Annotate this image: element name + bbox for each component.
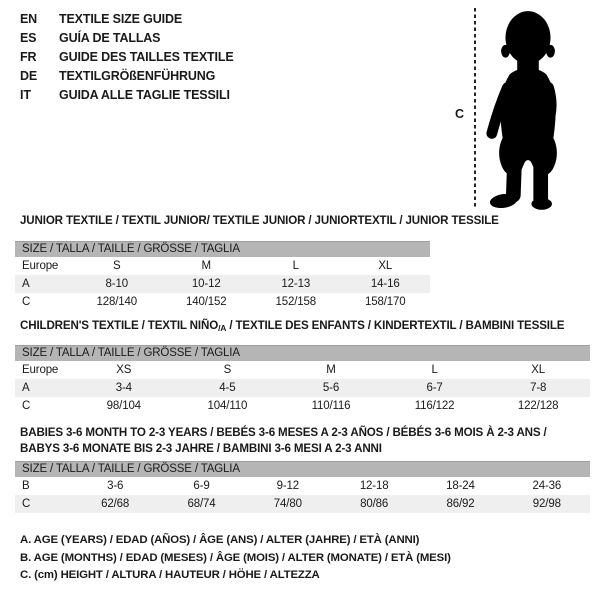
language-row-de [20, 67, 234, 86]
value-cell: M [201, 260, 211, 272]
value-cell: 122/128 [517, 400, 559, 412]
value-cell: 3-6 [107, 480, 124, 492]
language-title: TEXTILE SIZE GUIDE [59, 12, 183, 26]
row-label-cell: A [22, 382, 30, 394]
value-cell: XL [378, 260, 393, 272]
value-cell: 128/140 [96, 296, 138, 308]
language-list [20, 10, 234, 105]
value-cell: L [292, 260, 299, 272]
value-cell: 6-9 [193, 480, 210, 492]
language-code: FR [20, 50, 37, 64]
value-cell: 104/110 [207, 400, 248, 412]
table-row-europe [15, 361, 590, 379]
language-row-es [20, 29, 234, 48]
row-label-cell: C [22, 400, 31, 412]
value-cell: M [326, 364, 336, 376]
table-row-b [15, 477, 590, 495]
value-cell: 116/122 [414, 400, 455, 412]
height-measure-label: C [455, 107, 464, 121]
children-table-title [20, 319, 564, 333]
value-cell: 5-6 [322, 382, 340, 394]
language-row-it [20, 86, 234, 105]
value-cell: 6-7 [426, 382, 443, 394]
language-code: EN [20, 12, 38, 26]
language-row-en [20, 10, 234, 29]
junior-table-title: JUNIOR TEXTILE / TEXTIL JUNIOR/ TEXTILE JUNIOR / JUNIORTEXTIL / JUNIOR TESSILE [20, 214, 499, 227]
children-title-sub: /A [218, 323, 227, 333]
value-cell: S [223, 364, 232, 376]
value-cell: 18-24 [446, 480, 475, 492]
value-cell: 86/92 [446, 498, 475, 510]
row-label-cell: A [22, 278, 30, 290]
row-label-cell: Europe [22, 364, 59, 376]
babies-table-title [20, 425, 547, 457]
value-cell: 92/98 [532, 498, 561, 510]
value-cell: XL [531, 364, 546, 376]
toddler-silhouette [483, 7, 573, 212]
value-cell: 24-36 [532, 480, 562, 492]
language-title: TEXTILGRÖßENFÜHRUNG [59, 69, 216, 83]
value-cell: 12-18 [359, 480, 389, 492]
children-title-rest: / TEXTILE DES ENFANTS / KINDERTEXTIL / BAMBINI TESSILE [226, 319, 565, 332]
footnote-b: B. AGE (MONTHS) / EDAD (MESES) / ÂGE (MOIS) / ALTER (MONATE) / ETÀ (MESI) [20, 551, 451, 564]
value-cell: XS [116, 364, 132, 376]
value-cell: L [431, 364, 438, 376]
table-row-europe [15, 257, 430, 275]
value-cell: 110/116 [311, 400, 351, 412]
children-size-table [15, 345, 590, 415]
babies-title-line2: BABYS 3-6 MONATE BIS 2-3 JAHRE / BAMBINI 3-6 MESI A 2-3 ANNI [20, 442, 382, 455]
language-title: GUÍA DE TALLAS [59, 31, 161, 45]
row-label-cell: C [22, 498, 31, 510]
table-row-c [15, 495, 590, 513]
value-cell: 152/158 [275, 296, 317, 308]
size-header-bar: SIZE / TALLA / TAILLE / GRÖSSE / TAGLIA [15, 461, 590, 477]
junior-size-table [15, 241, 430, 311]
value-cell: 98/104 [106, 400, 141, 412]
language-code: ES [20, 31, 37, 45]
value-cell: 68/74 [187, 498, 216, 510]
value-cell: 80/86 [360, 498, 389, 510]
value-cell: 14-16 [370, 278, 400, 290]
row-label-cell: C [22, 296, 31, 308]
footnotes [20, 532, 451, 585]
value-cell: 12-13 [281, 278, 311, 290]
value-cell: 140/152 [185, 296, 227, 308]
babies-title-line1: BABIES 3-6 MONTH TO 2-3 YEARS / BEBÉS 3-6 MESES A 2-3 AÑOS / BÉBÉS 3-6 MOIS À 2-3 ANS / [20, 426, 547, 439]
table-row-c [15, 293, 430, 311]
children-title-main: CHILDREN'S TEXTILE / TEXTIL NIÑO [20, 319, 219, 332]
row-label-cell: B [22, 480, 30, 492]
language-code: DE [20, 69, 38, 83]
value-cell: 8-10 [105, 278, 128, 290]
value-cell: 3-4 [115, 382, 132, 394]
table-row-a [15, 275, 430, 293]
row-label-cell: Europe [22, 260, 59, 272]
value-cell: 9-12 [276, 480, 300, 492]
language-code: IT [20, 88, 31, 102]
value-cell: 62/68 [101, 498, 130, 510]
size-header-bar: SIZE / TALLA / TAILLE / GRÖSSE / TAGLIA [15, 345, 590, 361]
value-cell: 10-12 [191, 278, 221, 290]
language-title: GUIDA ALLE TAGLIE TESSILI [59, 88, 230, 102]
table-row-c [15, 397, 590, 415]
value-cell: 7-8 [530, 382, 547, 394]
value-cell: S [112, 260, 121, 272]
babies-size-table [15, 461, 590, 513]
footnote-a: A. AGE (YEARS) / EDAD (AÑOS) / ÂGE (ANS) / ALTER (JAHRE) / ETÀ (ANNI) [20, 534, 420, 546]
height-measure-line [474, 8, 476, 209]
value-cell: 158/170 [364, 296, 406, 308]
size-header-bar: SIZE / TALLA / TAILLE / GRÖSSE / TAGLIA [15, 241, 430, 257]
footnote-c: C. (cm) HEIGHT / ALTURA / HAUTEUR / HÖHE / ALTEZZA [20, 569, 320, 582]
value-cell: 74/80 [273, 498, 302, 510]
value-cell: 4-5 [219, 382, 236, 394]
language-row-fr [20, 48, 234, 67]
table-row-a [15, 379, 590, 397]
language-title: GUIDE DES TAILLES TEXTILE [59, 50, 234, 64]
